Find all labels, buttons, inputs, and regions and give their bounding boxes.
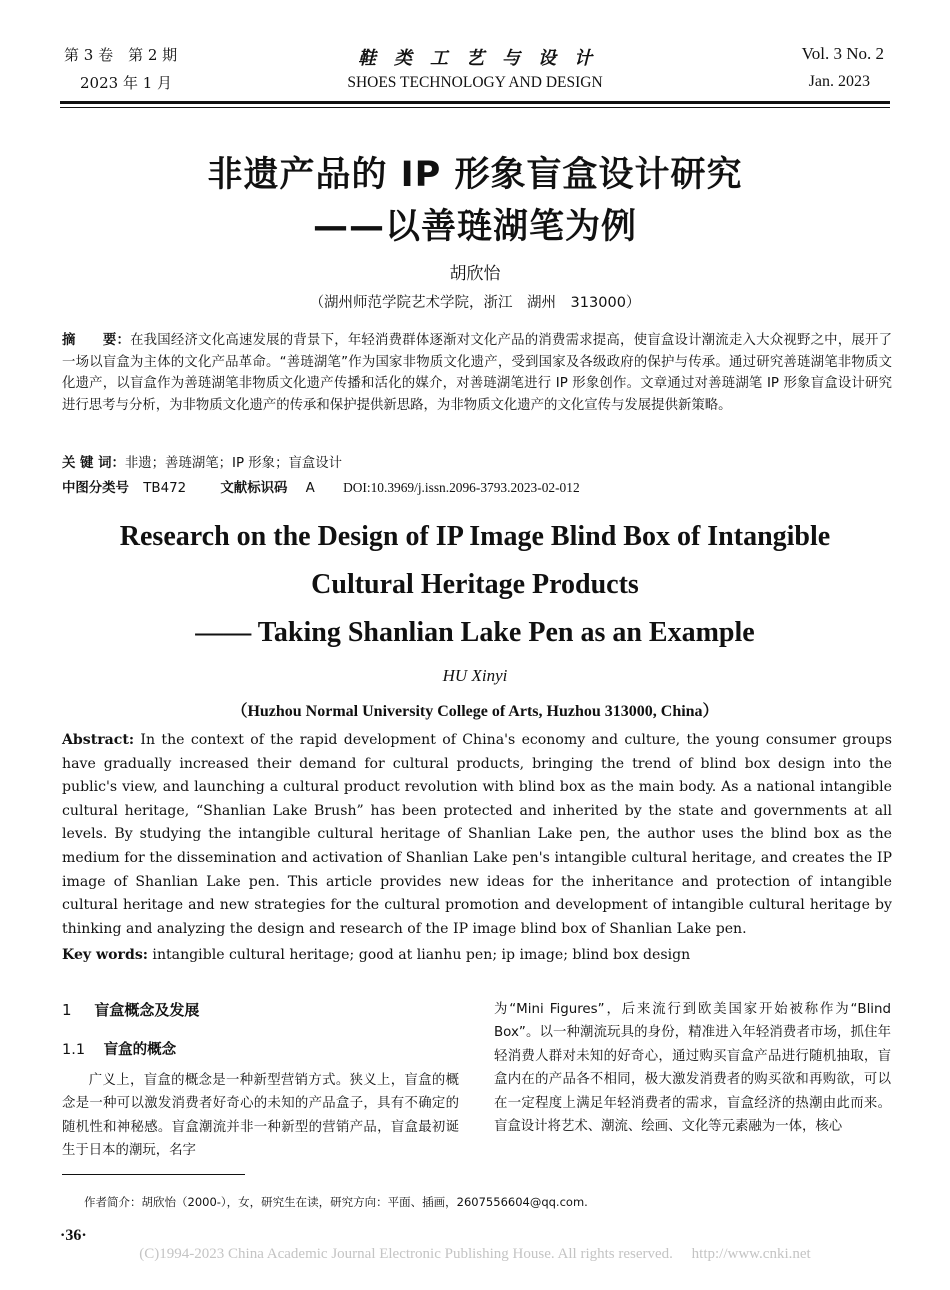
doi: DOI:10.3969/j.issn.2096-3793.2023-02-012 <box>343 480 580 495</box>
doc-code-value: A <box>305 481 315 496</box>
header-rule-thin <box>60 107 890 108</box>
section-heading <box>62 999 199 1020</box>
author-footnote: 作者简介：胡欣怡（2000-），女，研究生在读，研究方向：平面、插画，2607556604@qq.com. <box>84 1195 588 1209</box>
title-en-line1: Research on the Design of IP Image Blind Box of Intangible <box>119 521 831 552</box>
journal-title-cn: 鞋 类 工 艺 与 设 计 <box>358 48 592 69</box>
subsection-heading <box>62 1038 176 1059</box>
page-number: ·36· <box>60 1227 87 1244</box>
body-right-column: 为“Mini Figures”，后来流行到欧美国家开始被称作为“Blind Box”。以一种潮流玩具的身份，精准进入年轻消费者市场，抓住年轻消费人群对未知的好奇心，通过购买盲盒产品进行随机抽取，盲盒内在的产品各不相同，极大激发消费者的购买欲和再购欲，可以在一定程度上满足年轻消费者的需求，盲盒经济的热潮由此而来。盲盒设计将艺术、潮流、绘画、文化等元素融为一体，核心 <box>494 1002 891 1135</box>
journal-title-en: SHOES TECHNOLOGY AND DESIGN <box>347 74 603 91</box>
section-title: 盲盒概念及发展 <box>94 1001 200 1019</box>
keywords-cn <box>62 452 342 471</box>
author-en: HU Xinyi <box>442 666 508 685</box>
keywords-en <box>62 944 690 968</box>
subsection-number: 1.1 <box>62 1042 86 1058</box>
header-volume-cn: 第 3 卷 第 2 期 <box>64 46 178 64</box>
affiliation-en: （Huzhou Normal University College of Arts, Huzhou 313000, China） <box>231 703 719 720</box>
section-number: 1 <box>62 1001 72 1019</box>
footnote-rule <box>62 1174 245 1175</box>
subsection-title: 盲盒的概念 <box>103 1042 177 1058</box>
doc-code-label: 文献标识码 <box>220 481 288 496</box>
header-date-en: Jan. 2023 <box>808 73 870 90</box>
header-rule-thick <box>60 101 890 104</box>
abstract-en-label: Abstract: <box>62 732 135 748</box>
header-volume-en: Vol. 3 No. 2 <box>801 44 884 63</box>
title-en-line2: Cultural Heritage Products <box>311 569 639 600</box>
abstract-en-text: In the context of the rapid development of China's economy and culture, the young consumer groups have gradually increased their demand for cultural products, bringing the trend of blind box design into the public's view, and launching a cultural product revolution with blind box as the main body. As a national intangible cultural heritage, “Shanlian Lake Brush” has been protected and inherited by the state and governments at all levels. By studying the intangible cultural heritage of Shanlian Lake pen, the author uses the blind box as the medium for the dissemination and activation of Shanlian Lake pen's intangible cultural heritage, and creates the IP image of Shanlian Lake pen. This article provides new ideas for the inheritance and protection of intangible cultural heritage and new strategies for the cultural promotion and development of intangible cultural heritage by thinking and analyzing the design and research of the IP image blind box of Shanlian Lake pen. <box>62 732 892 937</box>
title-cn-line1: 非遗产品的 IP 形象盲盒设计研究 <box>207 155 743 195</box>
clc-value: TB472 <box>143 481 187 496</box>
copyright-watermark: (C)1994-2023 China Academic Journal Electronic Publishing House. All rights reserved. http://www.cnki.net <box>139 1246 811 1262</box>
classification-line <box>62 477 580 496</box>
title-en-line3: —— Taking Shanlian Lake Pen as an Example <box>195 617 755 648</box>
keywords-en-label: Key words: <box>62 947 148 963</box>
title-cn-line2: ——以善琏湖笔为例 <box>312 207 637 247</box>
keywords-cn-text: 非遗；善琏湖笔；IP 形象；盲盒设计 <box>124 456 343 471</box>
keywords-en-text: intangible cultural heritage; good at lianhu pen; ip image; blind box design <box>147 947 691 963</box>
header-date-cn: 2023 年 1 月 <box>80 74 173 92</box>
keywords-cn-label: 关 键 词： <box>62 456 125 471</box>
body-left-column: 广义上，盲盒的概念是一种新型营销方式。狭义上，盲盒的概念是一种可以激发消费者好奇心的未知的产品盒子，具有不确定的随机性和神秘感。盲盒潮流并非一种新型的营销产品，盲盒最初诞生于日本的潮玩，名字 <box>62 1073 459 1159</box>
abstract-en <box>62 729 892 941</box>
affiliation-cn: （湖州师范学院艺术学院，浙江 湖州 313000） <box>309 295 641 311</box>
author-cn: 胡欣怡 <box>449 264 501 284</box>
abstract-cn-label: 摘 要： <box>62 333 131 348</box>
clc-label: 中图分类号 <box>62 481 129 496</box>
abstract-cn-text: 在我国经济文化高速发展的背景下，年轻消费群体逐渐对文化产品的消费需求提高，使盲盒设计潮流走入大众视野之中，展开了一场以盲盒为主体的文化产品革命。“善琏湖笔”作为国家非物质文化遗产，受到国家及各级政府的保护与传承。通过研究善琏湖笔非物质文化遗产，以盲盒作为善琏湖笔非物质文化遗产传播和活化的媒介，对善琏湖笔进行 IP 形象创作。文章通过对善琏湖笔 IP 形象盲盒设计研究进行思考与分析，为非物质文化遗产的传承和保护提供新思路，为非物质文化遗产的文化宣传与发展提供新策略。 <box>62 333 893 413</box>
abstract-cn <box>62 330 892 416</box>
